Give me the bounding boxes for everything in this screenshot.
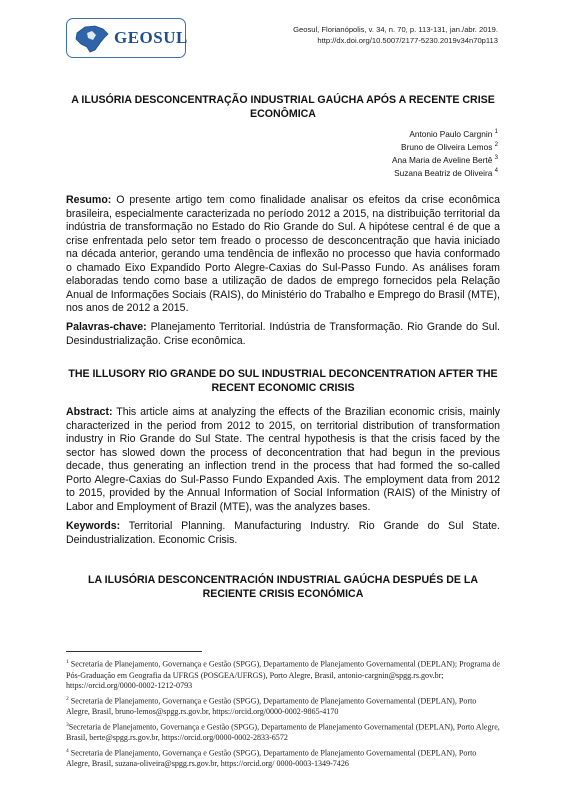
author-name: Antonio Paulo Cargnin (409, 128, 493, 139)
footnote-mark: 2 (494, 142, 498, 149)
footnote-mark: 1 (66, 659, 69, 665)
footnote-mark: 3 (66, 721, 69, 728)
journal-line: Geosul, Florianópolis, v. 34, n. 70, p. 113-131, jan./abr. 2019. (293, 25, 498, 34)
footnote-mark: 4 (494, 168, 498, 175)
footnote-text: Secretaria de Planejamento, Governança e Gestão (SPGG), Departamento de Planejamento Governamental (DEPLAN), Porto Alegre, Brasil, bruno-lemos@spgg.rs.gov.br, https://orcid.org/0000-0002-9865-4170 (66, 696, 477, 717)
footnote-item (66, 694, 500, 718)
keywords-section (66, 520, 500, 547)
footnote-mark: 3 (494, 155, 498, 162)
footnote-text: Secretaria de Planejamento, Governança e Gestão (SPGG), Departamento de Planejamento Governamental (DEPLAN); Programa de Pós-Graduação em Geografia da UFRGS (POSGEA/UFRGS), Porto Alegre, Brasil, antonio-cargnin@spgg.rs.gov.br; https://orcid.org/0000-0002-1212-0793 (66, 659, 501, 691)
title-english: THE ILLUSORY RIO GRANDE DO SUL INDUSTRIAL DECONCENTRATION AFTER THE RECENT ECONOMIC CRISIS (68, 368, 498, 394)
author-name: Bruno de Oliveira Lemos (401, 141, 493, 152)
footnotes (66, 657, 500, 772)
resumo-text: O presente artigo tem como finalidade analisar os efeitos da crise econômica brasileira, especialmente caracterizada no período 2012 a 2015, na distribuição territorial da indústria de transformação no Estado do Rio Grande do Sul. A hipótese central é de que a crise enfrentada pelo setor tem freado o processo de desconcentração que havia iniciado na década anterior, gerando uma tendência de inflexão no processo que havia conformado o chamado Eixo Expandido Porto Alegre-Caxias do Sul-Passo Fundo. As análises foram elaboradas tendo como base a utilização de dados de emprego fornecidos pela Relação Anual de Informações Sociais (RAIS), do Ministério do Trabalho e Emprego do Brasil (MTE), nos anos de 2012 a 2015. (66, 194, 500, 314)
author-entry (392, 166, 498, 179)
title-portuguese: A ILUSÓRIA DESCONCENTRAÇÃO INDUSTRIAL GAÚCHA APÓS A RECENTE CRISE ECONÔMICA (71, 94, 495, 120)
footnote-divider (66, 651, 202, 652)
author-name: Suzana Beatriz de Oliveira (394, 167, 493, 178)
title-spanish: LA ILUSÓRIA DESCONCENTRACIÓN INDUSTRIAL GAÚCHA DESPUÉS DE LA RECIENTE CRISIS ECONÓMICA (87, 574, 479, 600)
palavras-chave-text: Planejamento Territorial. Indústria de Transformação. Rio Grande do Sul. Desindustrialização. Crise econômica. (66, 321, 500, 347)
keywords-label: Keywords: (66, 520, 121, 532)
journal-logo (66, 18, 186, 58)
resumo-section (66, 194, 500, 316)
footnote-item (66, 657, 500, 692)
footnote-mark: 4 (66, 747, 69, 754)
footnote-mark: 2 (66, 695, 69, 702)
keywords-text: Territorial Planning. Manufacturing Industry. Rio Grande do Sul State. Deindustrialization. Economic Crisis. (66, 520, 500, 546)
author-entry (392, 140, 498, 153)
abstract-text: This article aims at analyzing the effects of the Brazilian economic crisis, mainly characterized in the period from 2012 to 2015, on territorial distribution of transformation industry in Rio Grande do Sul State. The central hypothesis is that the crisis faced by the sector has slowed down the process of deconcentration that had begun in the previous decade, thus generating an inflection trend in the process that had formed the so-called Porto Alegre-Caxias do Sul-Passo Fundo Expanded Axis. The employment data from 2012 to 2015, provided by the Annual Information of Social Information (RAIS) of the Ministry of Labor and Employment of Brazil (MTE), was the analyzes bases. (66, 406, 500, 513)
abstract-section (66, 406, 500, 514)
footnote-mark: 1 (494, 129, 498, 135)
journal-citation (293, 25, 498, 46)
footnote-text: Secretaria de Planejamento, Governança e Gestão (SPGG), Departamento de Planejamento Governamental (DEPLAN), Porto Alegre, Brasil, berte@spgg.rs.gov.br, https://orcid.org/0000-0002-2833-6572 (66, 722, 500, 743)
rs-map-icon (73, 23, 111, 54)
footnote-text: Secretaria de Planejamento, Governança e Gestão (SPGG), Departamento de Planejamento Governamental (DEPLAN), Porto Alegre, Brasil, suzana-oliveira@spgg.rs.gov.br, https://orcid.org/ 0000-0003-1349-7426 (66, 748, 477, 769)
author-list (392, 127, 498, 179)
footnote-item (66, 746, 500, 770)
palavras-chave-label: Palavras-chave: (66, 321, 147, 333)
doi-link[interactable]: http://dx.doi.org/10.5007/2177-5230.2019v34n70p113 (317, 35, 498, 45)
palavras-chave-section (66, 321, 500, 348)
abstract-label: Abstract: (66, 406, 113, 418)
footnote-item (66, 720, 500, 744)
author-name: Ana Maria de Aveline Bertê (391, 154, 493, 165)
resumo-label: Resumo: (66, 194, 112, 206)
author-entry (392, 153, 498, 166)
author-entry (392, 127, 498, 140)
logo-text: GEOSUL (114, 28, 188, 47)
